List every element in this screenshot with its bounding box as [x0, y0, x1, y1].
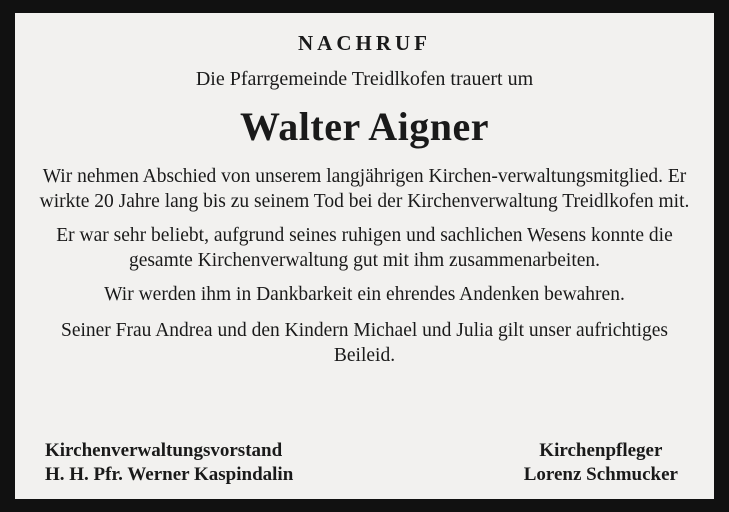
notice-paragraph-2: Er war sehr beliebt, aufgrund seines ruhigen und sachlichen Wesens konnte die gesamte Kirchenverwaltung gut mit ihm zusammenarbeiten.: [56, 225, 673, 271]
signature-right-role: Kirchenpfleger: [539, 440, 663, 461]
notice-paragraph-4: Seiner Frau Andrea und den Kindern Michael und Julia gilt unser aufrichtiges Beileid.: [60, 320, 669, 366]
signature-right-person: Lorenz Schmucker: [523, 464, 678, 485]
signature-left-role: Kirchenverwaltungsvorstand: [45, 440, 283, 461]
deceased-name: Walter Aigner: [239, 104, 490, 149]
signature-row: [35, 437, 694, 489]
notice-paragraph-1: Wir nehmen Abschied von unserem langjährigen Kirchen-verwaltungsmitglied. Er wirkte 20 Jahre lang bis zu seinem Tod bei der Kirchenverwaltung Treidlkofen mit.: [39, 166, 690, 212]
notice-paragraph-3: Wir werden ihm in Dankbarkeit ein ehrendes Andenken bewahren.: [104, 284, 625, 305]
layout-spacer: [35, 379, 694, 437]
signature-left-person: H. H. Pfr. Werner Kaspindalin: [45, 464, 294, 485]
notice-subheading: Die Pfarrgemeinde Treidlkofen trauert um: [195, 68, 534, 90]
signature-left: [37, 439, 293, 487]
notice-heading: NACHRUF: [298, 31, 431, 55]
obituary-card: [15, 13, 714, 499]
signature-right: [524, 439, 692, 487]
